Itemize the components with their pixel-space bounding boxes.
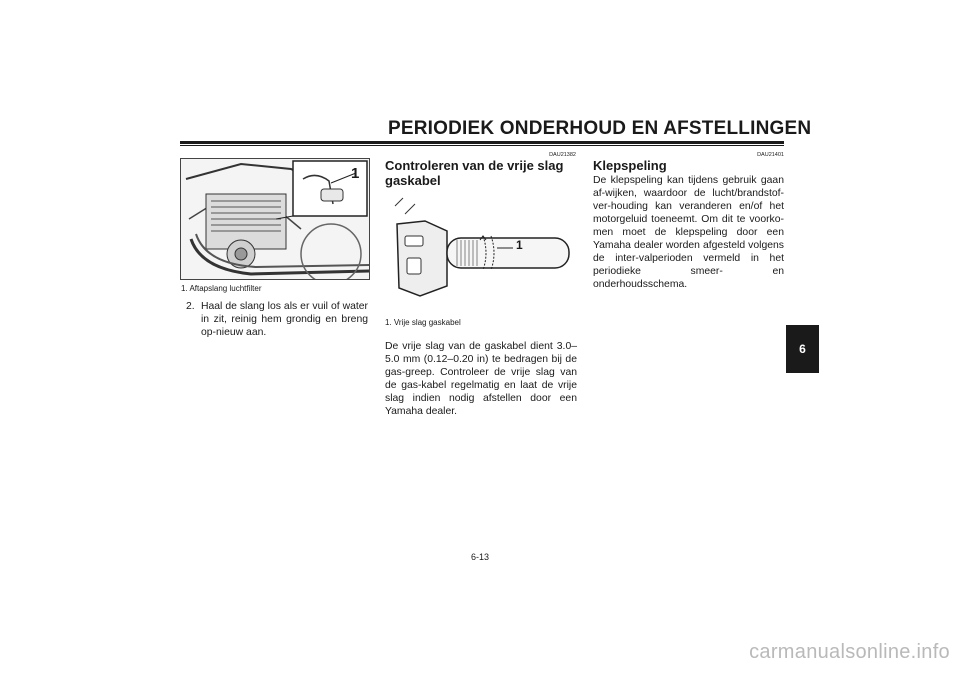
section-code: DAU21382 (549, 152, 576, 158)
throttle-grip-illustration (385, 196, 575, 306)
section-code: DAU21401 (757, 152, 784, 158)
page-number: 6-13 (470, 552, 489, 562)
figure-caption-air-filter: 1. Aftapslang luchtfilter (181, 284, 262, 293)
air-filter-drain-illustration (180, 158, 370, 280)
throttle-free-play-text: De vrije slag van de gaskabel dient 3.0–5.0 mm (0.12–0.20 in) te bedragen bij de gas-greep. Controleer de vrije slag van de gas-kabel regelmatig en laat de vrije slag indien nodig afstellen door een Yamaha dealer. (385, 341, 577, 417)
valve-clearance-text: De klepspeling kan tijdens gebruik gaan af-wijken, waardoor de lucht/brandstof-ver-houding kan veranderen en/of het motorgeluid toeneemt. Om dit te voorko-men moet de klepspeling door een Yamaha dealer worden afgesteld volgens de inter-valperioden vermeld in het periodieke smeer- en onderhoudsschema. (593, 175, 784, 290)
figure-callout-1: 1 (516, 238, 523, 252)
engine-drawing (181, 159, 369, 279)
watermark: carmanualsonline.info (749, 641, 950, 663)
chapter-tab: 6 (786, 325, 819, 373)
step-number: 2. (186, 301, 195, 312)
header-rule-thin (180, 145, 784, 146)
figure-caption-throttle: 1. Vrije slag gaskabel (385, 318, 461, 327)
figure-callout-1: 1 (351, 165, 360, 182)
throttle-drawing (385, 196, 575, 306)
header-rule (180, 141, 784, 144)
section-title-valve-clearance: Klepspeling (593, 158, 667, 173)
section-title-throttle: Controleren van de vrije slag gaskabel (385, 158, 564, 188)
step-2 (180, 300, 368, 339)
step-text: Haal de slang los als er vuil of water in zit, reinig hem grondig en breng op-nieuw aan. (201, 301, 368, 338)
page-header-title: PERIODIEK ONDERHOUD EN AFSTELLINGEN (388, 118, 812, 139)
